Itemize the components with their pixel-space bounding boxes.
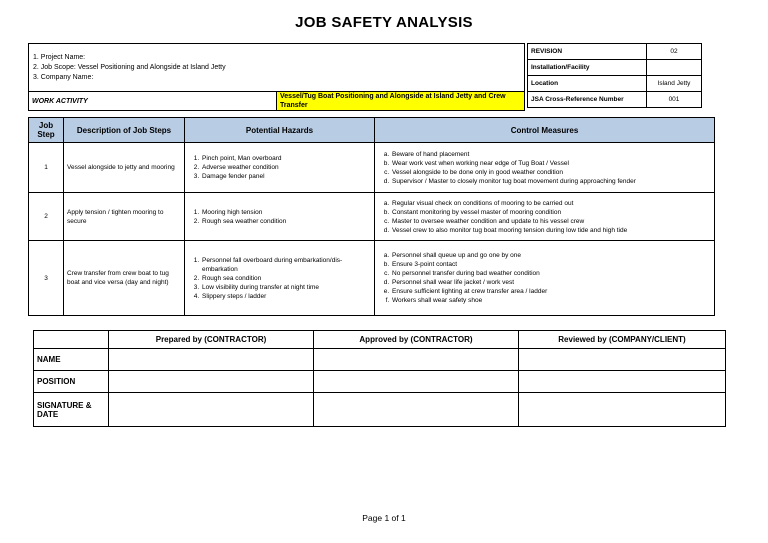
- hazard-item: 1. Personnel fall overboard during embarkation/dis-embarkation: [201, 256, 371, 274]
- approved-by-header: Approved by (CONTRACTOR): [314, 331, 519, 349]
- control-item: a. Personnel shall queue up and go one by one: [391, 251, 711, 260]
- revision-value: 02: [647, 44, 702, 60]
- hazard-item: 4. Slippery steps / ladder: [201, 292, 371, 301]
- page-number: Page 1 of 1: [362, 513, 406, 523]
- step-number: 1: [29, 143, 64, 193]
- step-hazards: [185, 143, 375, 193]
- signoff-corner: [34, 331, 109, 349]
- signature-row-label: SIGNATURE & DATE: [34, 393, 109, 427]
- col-header-hazards: Potential Hazards: [185, 118, 375, 143]
- control-item: d. Personnel shall wear life jacket / work vest: [391, 278, 711, 287]
- prepared-name-field[interactable]: [109, 349, 314, 371]
- control-item: c. No personnel transfer during bad weather condition: [391, 269, 711, 278]
- control-item: e. Ensure sufficient lighting at crew transfer area / ladder: [391, 287, 711, 296]
- cross-ref-label: JSA Cross-Reference Number: [528, 92, 647, 108]
- reviewed-position-field[interactable]: [519, 371, 726, 393]
- step-hazards: [185, 193, 375, 241]
- document-meta-table: [527, 43, 702, 108]
- step-description: Vessel alongside to jetty and mooring: [64, 143, 185, 193]
- location-label: Location: [528, 76, 647, 92]
- signoff-table: [33, 330, 726, 427]
- col-header-description: Description of Job Steps: [64, 118, 185, 143]
- reviewed-signature-field[interactable]: [519, 393, 726, 427]
- revision-label: REVISION: [528, 44, 647, 60]
- step-description: Crew transfer from crew boat to tug boat and vice versa (day and night): [64, 241, 185, 316]
- col-header-step: Job Step: [29, 118, 64, 143]
- prepared-position-field[interactable]: [109, 371, 314, 393]
- hazard-item: 2. Rough sea condition: [201, 274, 371, 283]
- control-item: f. Workers shall wear safety shoe: [391, 296, 711, 305]
- control-item: d. Vessel crew to also monitor tug boat mooring tension during low tide and high tide: [391, 226, 711, 235]
- hazard-item: 3. Damage fender panel: [201, 172, 371, 181]
- hazard-item: 2. Adverse weather condition: [201, 163, 371, 172]
- job-scope-line: 2. Job Scope: Vessel Positioning and Alongside at Island Jetty: [33, 63, 226, 71]
- facility-value: [647, 60, 702, 76]
- reviewed-by-header: Reviewed by (COMPANY/CLIENT): [519, 331, 726, 349]
- cross-ref-value: 001: [647, 92, 702, 108]
- step-controls: [375, 143, 715, 193]
- control-item: b. Wear work vest when working near edge of Tug Boat / Vessel: [391, 159, 711, 168]
- location-value: Island Jetty: [647, 76, 702, 92]
- hazard-item: 1. Pinch point, Man overboard: [201, 154, 371, 163]
- control-item: b. Constant monitoring by vessel master of mooring condition: [391, 208, 711, 217]
- col-header-controls: Control Measures: [375, 118, 715, 143]
- hazard-item: 3. Low visibility during transfer at night time: [201, 283, 371, 292]
- project-name-line: 1. Project Name:: [33, 53, 86, 61]
- name-row-label: NAME: [34, 349, 109, 371]
- project-info-table: [28, 43, 525, 111]
- prepared-signature-field[interactable]: [109, 393, 314, 427]
- hazard-item: 2. Rough sea weather condition: [201, 217, 371, 226]
- jsa-table: [28, 117, 715, 316]
- company-name-line: 3. Company Name:: [33, 73, 94, 81]
- work-activity-value: Vessel/Tug Boat Positioning and Alongside at Island Jetty and Crew Transfer: [277, 92, 525, 111]
- work-activity-label: WORK ACTIVITY: [29, 92, 277, 111]
- table-row: [29, 193, 715, 241]
- step-description: Apply tension / tighten mooring to secure: [64, 193, 185, 241]
- control-item: c. Master to oversee weather condition and update to his vessel crew: [391, 217, 711, 226]
- facility-label: Installation/Facility: [528, 60, 647, 76]
- prepared-by-header: Prepared by (CONTRACTOR): [109, 331, 314, 349]
- approved-signature-field[interactable]: [314, 393, 519, 427]
- control-item: a. Regular visual check on conditions of mooring to be carried out: [391, 199, 711, 208]
- table-row: [29, 143, 715, 193]
- hazard-item: 1. Mooring high tension: [201, 208, 371, 217]
- control-item: b. Ensure 3-point contact: [391, 260, 711, 269]
- step-controls: [375, 241, 715, 316]
- step-controls: [375, 193, 715, 241]
- step-number: 2: [29, 193, 64, 241]
- control-item: c. Vessel alongside to be done only in good weather condition: [391, 168, 711, 177]
- step-hazards: [185, 241, 375, 316]
- document-title: JOB SAFETY ANALYSIS: [295, 14, 473, 31]
- position-row-label: POSITION: [34, 371, 109, 393]
- approved-position-field[interactable]: [314, 371, 519, 393]
- control-item: a. Beware of hand placement: [391, 150, 711, 159]
- control-item: d. Supervisor / Master to closely monitor tug boat movement during approaching fender: [391, 177, 711, 186]
- reviewed-name-field[interactable]: [519, 349, 726, 371]
- step-number: 3: [29, 241, 64, 316]
- project-details: [29, 44, 525, 92]
- approved-name-field[interactable]: [314, 349, 519, 371]
- table-row: [29, 241, 715, 316]
